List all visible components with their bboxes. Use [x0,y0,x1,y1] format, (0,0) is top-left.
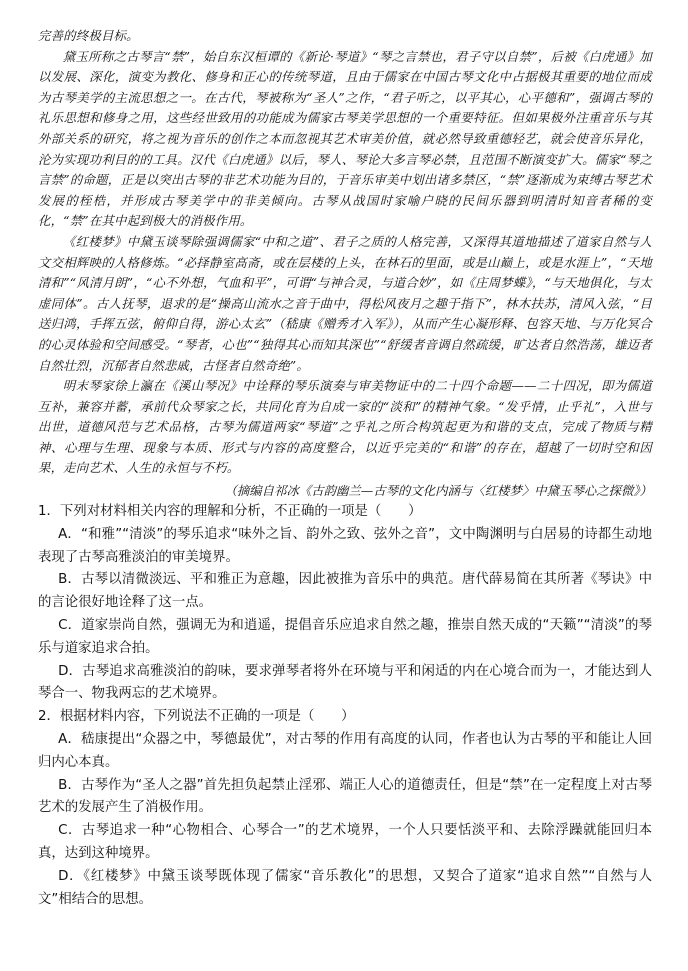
passage-paragraph-2: 黛玉所称之古琴言“禁”，始自东汉桓谭的《新论·琴道》“琴之言禁也，君子守以自禁”，后被《白虎通》加以发展、深化，演变为教化、修身和正心的传统琴道，且由于儒家在中国古琴文化中占据极其重要的地位而成为古琴美学的主流思想之一。在古代，琴被称为“圣人”之作，“君子听之，以平其心，心平德和”，强调古琴的礼乐思想和修身之用，这些经世致用的功能成为儒家古琴美学思想的一个重要特征。但如果极外注重音乐与其外部关系的研究，将之视为音乐的创作之本而忽视其艺术审美价值，就必然导致重德轻艺，就会使音乐异化，沦为实现功利目的的工具。汉代《白虎通》以后，琴人、琴论大多言琴必禁，且范围不断演变扩大。儒家“琴之言禁”的命题，正是以突出古琴的非艺术功能为目的，于音乐审美中划出诸多禁区，“禁”逐渐成为束缚古琴艺术发展的桎梏，并形成古琴美学中的非美倾向。古琴从战国时家喻户晓的民间乐器到明清时知音者稀的变化，“禁”在其中起到极大的消极作用。 [38,48,652,229]
question-1-option-d: D．古琴追求高雅淡泊的韵味，要求弹琴者将外在环境与平和闲适的内在心境合而为一，才能达到人琴合一、物我两忘的艺术境界。 [38,663,652,702]
questions-section [38,501,652,911]
passage-paragraph-3: 《红楼梦》中黛玉谈琴除强调儒家“中和之道”、君子之质的人格完善，又深得其道地描述了道家自然与人文交相辉映的人格修炼。“必择静室高斋，或在层楼的上头，在林石的里面，或是山巅上，或是水涯上”，“天地清和”“风清月朗”，“心不外想，气血和平”，可谓“与神合灵，与道合妙”，如《庄周梦蝶》，“与天地俱化，与太虚同体”。古人抚琴，退求的是“操高山流水之音于曲中，得松风夜月之趣于指下”，林木扶苏，清风入弦，“目送归鸿，手挥五弦，俯仰自得，游心太玄”（嵇康《赠秀才入军》），从而产生心凝形释、包容天地、与万化冥合的心灵体验和空间感受。“琴者，心也”“独得其心而知其深也”“舒缓者音调自然疏缓，旷达者自然浩荡，雄迈者自然壮烈，沉郁者自然悲戚，古怪者自然奇绝”。 [38,233,652,373]
question-2-option-d: D．《红楼梦》中黛玉谈琴既体现了儒家“音乐教化”的思想，又契合了道家“追求自然”“自然与人文”相结合的思想。 [38,868,652,907]
question-1-option-c: C．道家崇尚自然，强调无为和逍遥，提倡音乐应追求自然之趣，推崇自然天成的“天籁”“清淡”的琴乐与道家追求合拍。 [38,618,652,656]
question-2-option-c: C．古琴追求一种“心物相合、心琴合一”的艺术境界，一个人只要恬淡平和、去除浮躁就能回归本真，达到这种境界。 [38,823,652,862]
reading-passage [38,26,652,479]
question-2-option-b: B．古琴作为“圣人之器”首先担负起禁止淫邪、端正人心的道德责任，但是“禁”在一定程度上对古琴艺术的发展产生了消极作用。 [38,777,652,816]
question-2-stem: 2．根据材料内容，下列说法不正确的一项是（ ） [38,709,355,725]
passage-paragraph-1: 完善的终极目标。 [38,28,139,43]
question-1-stem: 1．下列对材料相关内容的理解和分析，不正确的一项是（ ） [38,504,422,520]
passage-paragraph-4: 明末琴家徐上瀛在《溪山琴况》中诠释的琴乐演奏与审美物证中的二十四个命题——二十四况，即为儒道互补，兼容并蓄，承前代众琴家之长，共同化育为自成一家的“淡和”的精神气象。“发乎情，止乎礼”，入世与出世，道德风范与艺术品格，古琴为儒道两家“琴道”之乎礼之所合构筑起更为和谐的支点，完成了物质与精神、心理与生理、现象与本质、形式与内容的高度整合，以近乎完美的“和谐”的存在，超越了一切时空和因果，走向艺术、人生的永恒与不朽。 [38,378,652,476]
question-2-option-a: A．嵇康提出“众器之中，琴德最优”，对古琴的作用有高度的认同，作者也认为古琴的平和能让人回归内心本真。 [38,732,652,770]
question-1-option-b: B．古琴以清微淡远、平和雅正为意趣，因此被推为音乐中的典范。唐代薛易简在其所著《琴诀》中的言论很好地诠释了这一点。 [38,572,652,611]
source-citation: （摘编自祁冰《古韵幽兰—古琴的文化内涵与〈红楼梦〉中黛玉琴心之探微》） [224,483,652,499]
question-1-option-a: A．“和雅”“清淡”的琴乐追求“味外之旨、韵外之致、弦外之音”，文中陶渊明与白居易的诗都生动地表现了古琴高雅淡泊的审美境界。 [38,526,652,565]
